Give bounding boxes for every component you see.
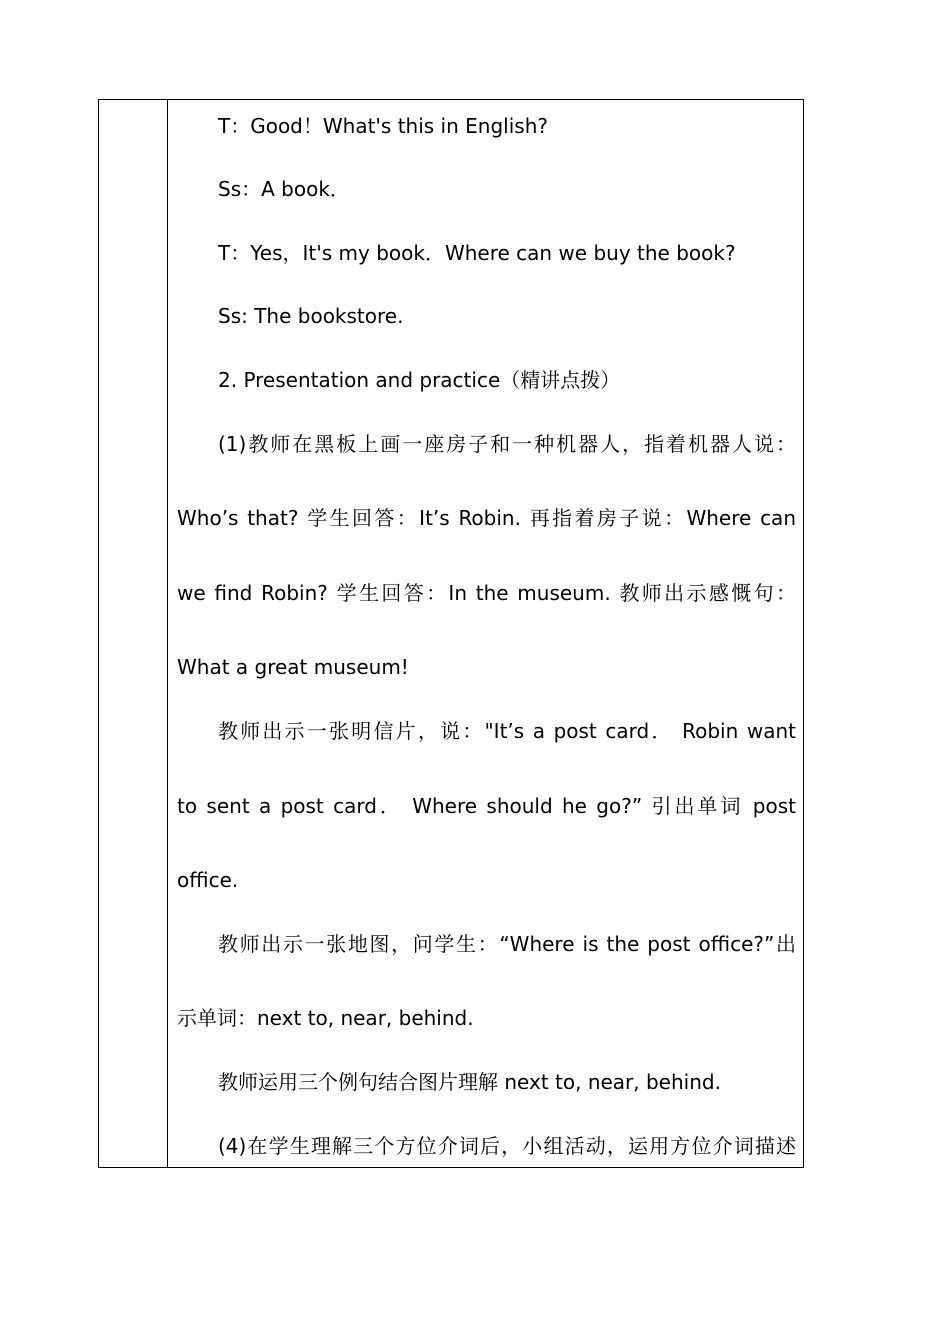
text-line-16: (4)在学生理解三个方位介词后，小组活动，运用方位介词描述 (218, 1134, 796, 1158)
table-label-cell (99, 100, 168, 1167)
text-line-3: T：Yes，It's my book．Where can we buy the book? (218, 241, 736, 265)
text-line-10: 教师出示一张明信片，说："It’s a post card． Robin want (218, 719, 796, 743)
text-line-12: office. (177, 868, 239, 892)
text-line-9: What a great museum! (177, 655, 409, 679)
text-line-4: Ss: The bookstore. (218, 304, 404, 328)
text-line-8: we find Robin? 学生回答：In the museum. 教师出示感慨句： (177, 581, 796, 605)
text-line-11: to sent a post card． Where should he go?” 引出单词 post (177, 794, 796, 818)
text-line-2: Ss：A book． (218, 177, 350, 201)
lesson-table (98, 99, 804, 1168)
text-line-14: 示单词：next to, near, behind. (177, 1006, 474, 1030)
text-line-1: T：Good！What's this in English? (218, 114, 548, 138)
text-line-5: 2. Presentation and practice（精讲点拨） (218, 368, 621, 392)
text-line-7: Who’s that? 学生回答：It’s Robin. 再指着房子说：Where can (177, 506, 796, 530)
text-line-15: 教师运用三个例句结合图片理解 next to, near, behind. (218, 1070, 721, 1094)
table-content-cell (168, 100, 803, 1167)
text-line-13: 教师出示一张地图，问学生：“Where is the post office?”出 (218, 932, 796, 956)
text-line-6: (1)教师在黑板上画一座房子和一种机器人，指着机器人说： (218, 432, 796, 456)
